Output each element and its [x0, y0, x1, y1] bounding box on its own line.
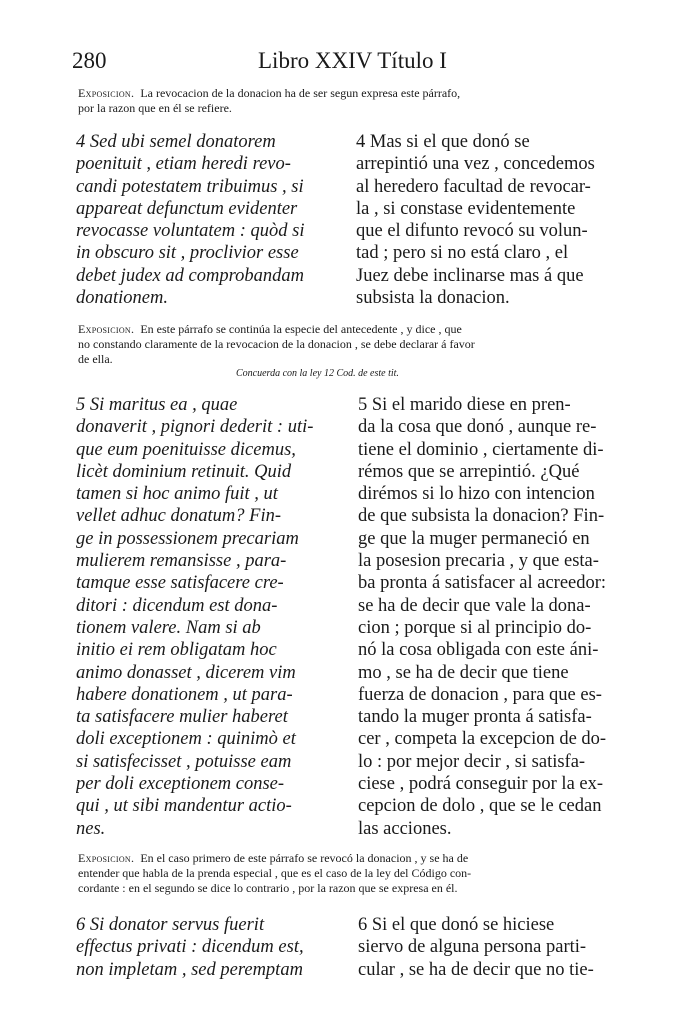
latin-line: donaverit , pignori dederit : uti- — [76, 417, 314, 438]
spanish-line: la posesion precaria , y que esta- — [358, 551, 599, 572]
latin-line: candi potestatem tribuimus , si — [76, 176, 304, 197]
latin-line: initio ei rem obligatam hoc — [76, 640, 277, 661]
latin-line: ditori : dicendum est dona- — [76, 595, 278, 616]
latin-line: per doli exceptionem conse- — [76, 774, 285, 795]
spanish-line: ciese , podrá conseguir por la ex- — [358, 774, 604, 795]
running-title: Libro XXIV Título I — [258, 48, 447, 73]
section-4-latin-column — [76, 131, 344, 309]
spanish-line: de que subsista la donacion? Fin- — [358, 506, 605, 527]
spanish-line: da la cosa que donó , aunque re- — [358, 417, 597, 438]
latin-line: 4 Sed ubi semel donatorem — [76, 132, 276, 152]
spanish-line: mo , se ha de decir que tiene — [358, 662, 569, 683]
concordance-note: Concuerda con la ley 12 Cod. de este tit. — [236, 368, 399, 379]
latin-line: tionem valere. Nam si ab — [76, 617, 261, 638]
latin-line: tamque esse satisfacere cre- — [76, 573, 284, 594]
page-number: 280 — [72, 48, 107, 73]
latin-line: animo donasset , dicerem vim — [76, 662, 296, 683]
latin-line: 5 Si maritus ea , quae — [76, 395, 238, 415]
latin-line: non impletam , sed peremptam — [76, 959, 303, 980]
section-6-latin-column — [76, 914, 348, 981]
spanish-line: cion ; porque si al principio do- — [358, 617, 592, 638]
spanish-line: siervo de alguna persona parti- — [358, 937, 587, 958]
exposicion-note-1 — [78, 86, 638, 116]
exposicion-note-3 — [78, 851, 638, 896]
section-5-latin-column — [76, 394, 348, 840]
page-header — [72, 48, 632, 78]
spanish-line: ba pronta á satisfacer al acreedor: — [358, 573, 607, 594]
exposicion-text-line: de ella. — [78, 352, 113, 366]
spanish-line: al heredero facultad de revocar- — [356, 176, 591, 197]
spanish-line: tiene el dominio , ciertamente di- — [358, 439, 604, 460]
latin-line: qui , ut sibi mandentur actio- — [76, 796, 292, 817]
spanish-line: las acciones. — [358, 818, 452, 839]
latin-line: appareat defunctum evidenter — [76, 198, 298, 219]
spanish-line: lo : por mejor decir , si satisfa- — [358, 751, 586, 772]
section-6-spanish-column — [358, 914, 626, 981]
spanish-line: fuerza de donacion , para que es- — [358, 684, 602, 705]
spanish-line: se ha de decir que vale la dona- — [358, 595, 591, 616]
spanish-line: que el difunto revocó su volun- — [356, 221, 588, 242]
latin-line: in obscuro sit , proclivior esse — [76, 243, 299, 264]
latin-line: 6 Si donator servus fuerit — [76, 915, 265, 935]
exposicion-label: Exposicion. — [78, 86, 135, 100]
latin-line: licèt dominium retinuit. Quid — [76, 461, 292, 482]
spanish-line: 4 Mas si el que donó se — [356, 132, 530, 152]
spanish-line: ge que la muger permaneció en — [358, 528, 590, 549]
exposicion-text-line: por la razon que en él se refiere. — [78, 101, 232, 115]
exposicion-text-line: entender que habla de la prenda especial , que es el caso de la ley del Código con- — [78, 866, 472, 880]
spanish-line: cepcion de dolo , que se le cedan — [358, 796, 602, 817]
exposicion-text-line: En el caso primero de este párrafo se revocó la donacion , y se ha de — [140, 851, 469, 865]
latin-line: habere donationem , ut para- — [76, 684, 293, 705]
latin-line: debet judex ad comprobandam — [76, 265, 304, 286]
spanish-line: rémos que se arrepintió. ¿Qué — [358, 461, 580, 482]
exposicion-label: Exposicion. — [78, 851, 135, 865]
latin-line: nes. — [76, 818, 106, 839]
spanish-line: Juez debe inclinarse mas á que — [356, 265, 584, 286]
spanish-line: dirémos si lo hizo con intencion — [358, 484, 595, 505]
latin-line: si satisfecisset , potuisse eam — [76, 751, 292, 772]
exposicion-label: Exposicion. — [78, 322, 135, 336]
spanish-line: la , si constase evidentemente — [356, 198, 576, 219]
spanish-line: 6 Si el que donó se hiciese — [358, 915, 555, 935]
spanish-line: tad ; pero si no está claro , el — [356, 243, 569, 264]
latin-line: donationem. — [76, 288, 168, 309]
spanish-line: subsista la donacion. — [356, 288, 510, 309]
exposicion-text-line: no constando claramente de la revocacion de la donacion , se debe declarar á favor — [78, 337, 475, 351]
latin-line: ta satisfacere mulier haberet — [76, 707, 288, 728]
section-4-spanish-column — [356, 131, 624, 309]
exposicion-text-line: En este párrafo se continúa la especie del antecedente , y dice , que — [140, 322, 462, 336]
latin-line: doli exceptionem : quinimò et — [76, 729, 296, 750]
spanish-line: tando la muger pronta á satisfa- — [358, 707, 592, 728]
spanish-line: 5 Si el marido diese en pren- — [358, 395, 571, 415]
latin-line: revocasse voluntatem : quòd si — [76, 221, 305, 242]
latin-line: tamen si hoc animo fuit , ut — [76, 484, 278, 505]
section-5-spanish-column — [358, 394, 626, 840]
exposicion-note-2 — [78, 322, 638, 367]
exposicion-text-line: La revocacion de la donacion ha de ser segun expresa este párrafo, — [140, 86, 461, 100]
exposicion-text-line: cordante : en el segundo se dice lo contrario , por la razon que se expresa en él. — [78, 881, 458, 895]
latin-line: vellet adhuc donatum? Fin- — [76, 506, 281, 527]
spanish-line: arrepintió una vez , concedemos — [356, 154, 595, 175]
latin-line: ge in possessionem precariam — [76, 528, 299, 549]
latin-line: poenituit , etiam heredi revo- — [76, 154, 291, 175]
latin-line: effectus privati : dicendum est, — [76, 937, 304, 958]
spanish-line: cular , se ha de decir que no tie- — [358, 959, 594, 980]
spanish-line: nó la cosa obligada con este áni- — [358, 640, 599, 661]
latin-line: que eum poenituisse dicemus, — [76, 439, 296, 460]
spanish-line: cer , competa la excepcion de do- — [358, 729, 607, 750]
latin-line: mulierem remansisse , para- — [76, 551, 287, 572]
